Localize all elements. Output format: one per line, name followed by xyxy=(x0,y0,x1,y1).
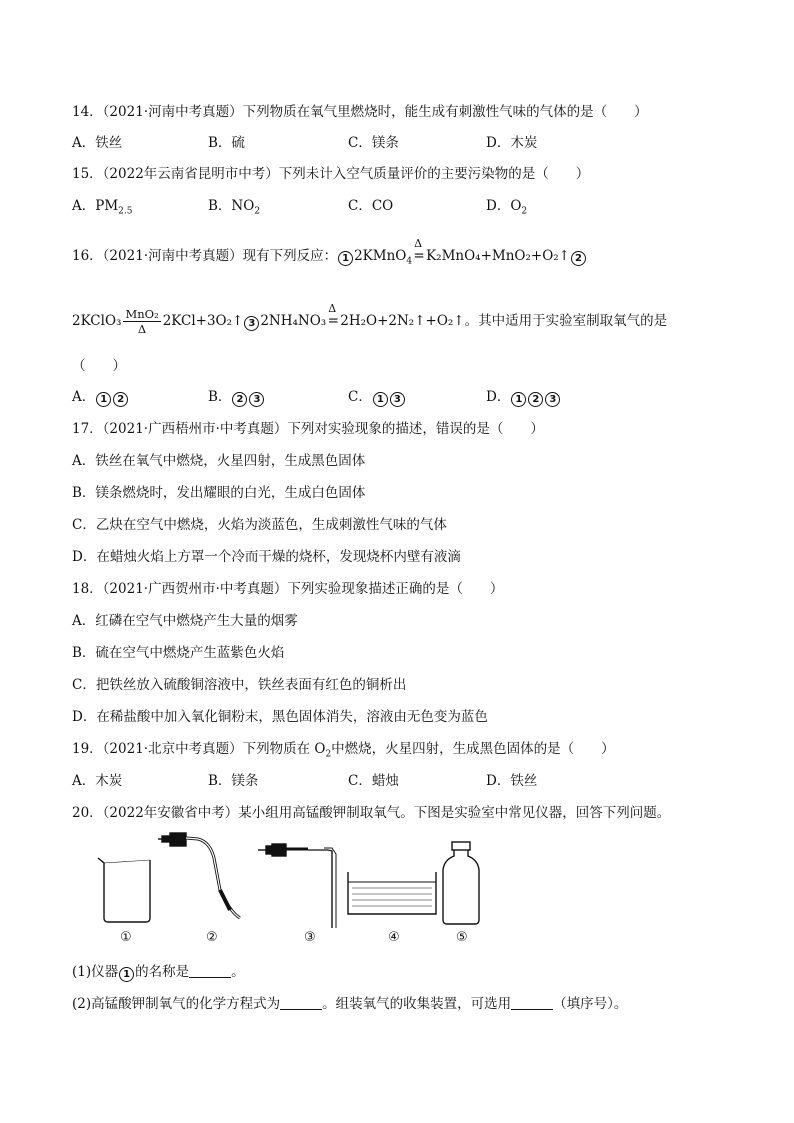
q16-stem-line2: 2KClO₃ $\frac{\text{MnO₂}}{\Delta}$ 2KCl+3O₂↑ 3 2NH₄NO₃ Δ =2H₂O+2N₂↑+O₂↑。其中适用于实验室制取氧气的是 xyxy=(72,302,668,336)
q15-options xyxy=(72,196,712,216)
figure-label-2: ② xyxy=(206,930,218,945)
q15-option-c[interactable]: C．CO xyxy=(348,198,394,214)
q18-option-d[interactable]: D．在稀盐酸中加入氧化铜粉末，黑色固体消失，溶液由无色变为蓝色 xyxy=(72,709,488,725)
catalyst-condition: $\frac{\text{MnO₂}}{\Delta}$ xyxy=(125,307,159,336)
q15-option-b[interactable]: B．$NO_2$ xyxy=(208,198,261,217)
q17-stem: 17．（2021·广西梧州市·中考真题）下列对实验现象的描述，错误的是（ ） xyxy=(72,421,544,437)
apparatus-drawings xyxy=(70,830,530,930)
heat-arrow-1: Δ = xyxy=(413,237,425,264)
q16-option-a[interactable]: A． 1 2 xyxy=(72,387,129,407)
reaction-3-marker: 3 xyxy=(244,316,259,331)
q18-stem: 18．（2021·广西贺州市·中考真题）下列实验现象描述正确的是（ ） xyxy=(72,581,504,597)
q16-option-b[interactable]: B． 2 3 xyxy=(208,387,265,407)
figure-label-5: ⑤ xyxy=(456,930,468,945)
q18-option-c[interactable]: C．把铁丝放入硫酸铜溶液中，铁丝表面有红色的铜析出 xyxy=(72,677,407,693)
q14-options xyxy=(72,133,712,153)
q14-option-a[interactable]: A．铁丝 xyxy=(72,135,123,151)
q19-option-c[interactable]: C．蜡烛 xyxy=(348,773,399,789)
q16-options xyxy=(72,387,712,407)
q17-option-d[interactable]: D．在蜡烛火焰上方罩一个冷而干燥的烧杯，发现烧杯内壁有液滴 xyxy=(72,549,461,565)
answer-blank-2[interactable] xyxy=(280,995,322,1010)
q15-option-d[interactable]: D．$O_2$ xyxy=(486,198,528,217)
q20-subquestion-1: (1)仪器 1 的名称是 。 xyxy=(72,964,245,980)
q14-option-d[interactable]: D．木炭 xyxy=(486,135,538,151)
figure-label-3: ③ xyxy=(304,930,316,945)
q15-stem: 15．（2022年云南省昆明市中考）下列未计入空气质量评价的主要污染物的是（ ） xyxy=(72,166,590,182)
q16-stem-line1: 16．（2021·河南中考真题）现有下列反应： 1 2KMnO$_4$ Δ =K₂MnO₄+MnO₂+O₂↑ 2 xyxy=(72,246,587,272)
q16-option-c[interactable]: C． 1 3 xyxy=(348,387,406,407)
q17-option-a[interactable]: A．铁丝在氧气中燃烧，火星四射，生成黑色固体 xyxy=(72,453,366,469)
q20-stem: 20．（2022年安徽省中考）某小组用高锰酸钾制取氧气。下图是实验室中常见仪器，回答下列问题。 xyxy=(72,805,671,821)
q17-option-c[interactable]: C．乙炔在空气中燃烧，火焰为淡蓝色，生成刺激性气味的气体 xyxy=(72,517,447,533)
reaction-2-marker: 2 xyxy=(571,251,586,266)
stopper-long-tube-icon xyxy=(258,844,336,928)
stopper-bent-tube-icon xyxy=(158,833,240,918)
q19-option-a[interactable]: A．木炭 xyxy=(72,773,123,789)
q19-stem: 19．（2021·北京中考真题）下列物质在 $O_2$中燃烧，火星四射，生成黑色固体的是（ ） xyxy=(72,741,615,760)
q14-option-b[interactable]: B．硫 xyxy=(208,135,245,151)
apparatus-figure xyxy=(70,830,530,950)
figure-label-4: ④ xyxy=(388,930,400,945)
q16-paren: （ ） xyxy=(72,358,126,374)
heat-arrow-3: Δ = xyxy=(327,302,339,329)
q16-option-d[interactable]: D． 1 2 3 xyxy=(486,387,561,407)
q18-option-b[interactable]: B．硫在空气中燃烧产生蓝紫色火焰 xyxy=(72,645,285,661)
q17-option-b[interactable]: B．镁条燃烧时，发出耀眼的白光，生成白色固体 xyxy=(72,485,366,501)
q19-option-b[interactable]: B．镁条 xyxy=(208,773,259,789)
q14-option-c[interactable]: C．镁条 xyxy=(348,135,399,151)
answer-blank-3[interactable] xyxy=(511,995,553,1010)
figure-label-1: ① xyxy=(120,930,132,945)
answer-blank-1[interactable] xyxy=(189,963,231,978)
water-trough-icon xyxy=(348,872,436,914)
q14-stem: 14．（2021·河南中考真题）下列物质在氧气里燃烧时，能生成有刺激性气味的气体的是（ ） xyxy=(72,104,648,120)
gas-bottle-icon xyxy=(443,842,479,924)
q15-option-a[interactable]: A．$PM_{2.5}$ xyxy=(72,198,133,217)
q19-option-d[interactable]: D．铁丝 xyxy=(486,773,538,789)
q19-options xyxy=(72,771,712,791)
q20-subquestion-2: (2)高锰酸钾制氧气的化学方程式为 。组装氧气的收集装置，可选用 （填序号）。 xyxy=(72,996,628,1012)
reaction-1-marker: 1 xyxy=(338,251,353,266)
q18-option-a[interactable]: A．红磷在空气中燃烧产生大量的烟雾 xyxy=(72,613,298,629)
beaker-icon xyxy=(98,858,150,922)
